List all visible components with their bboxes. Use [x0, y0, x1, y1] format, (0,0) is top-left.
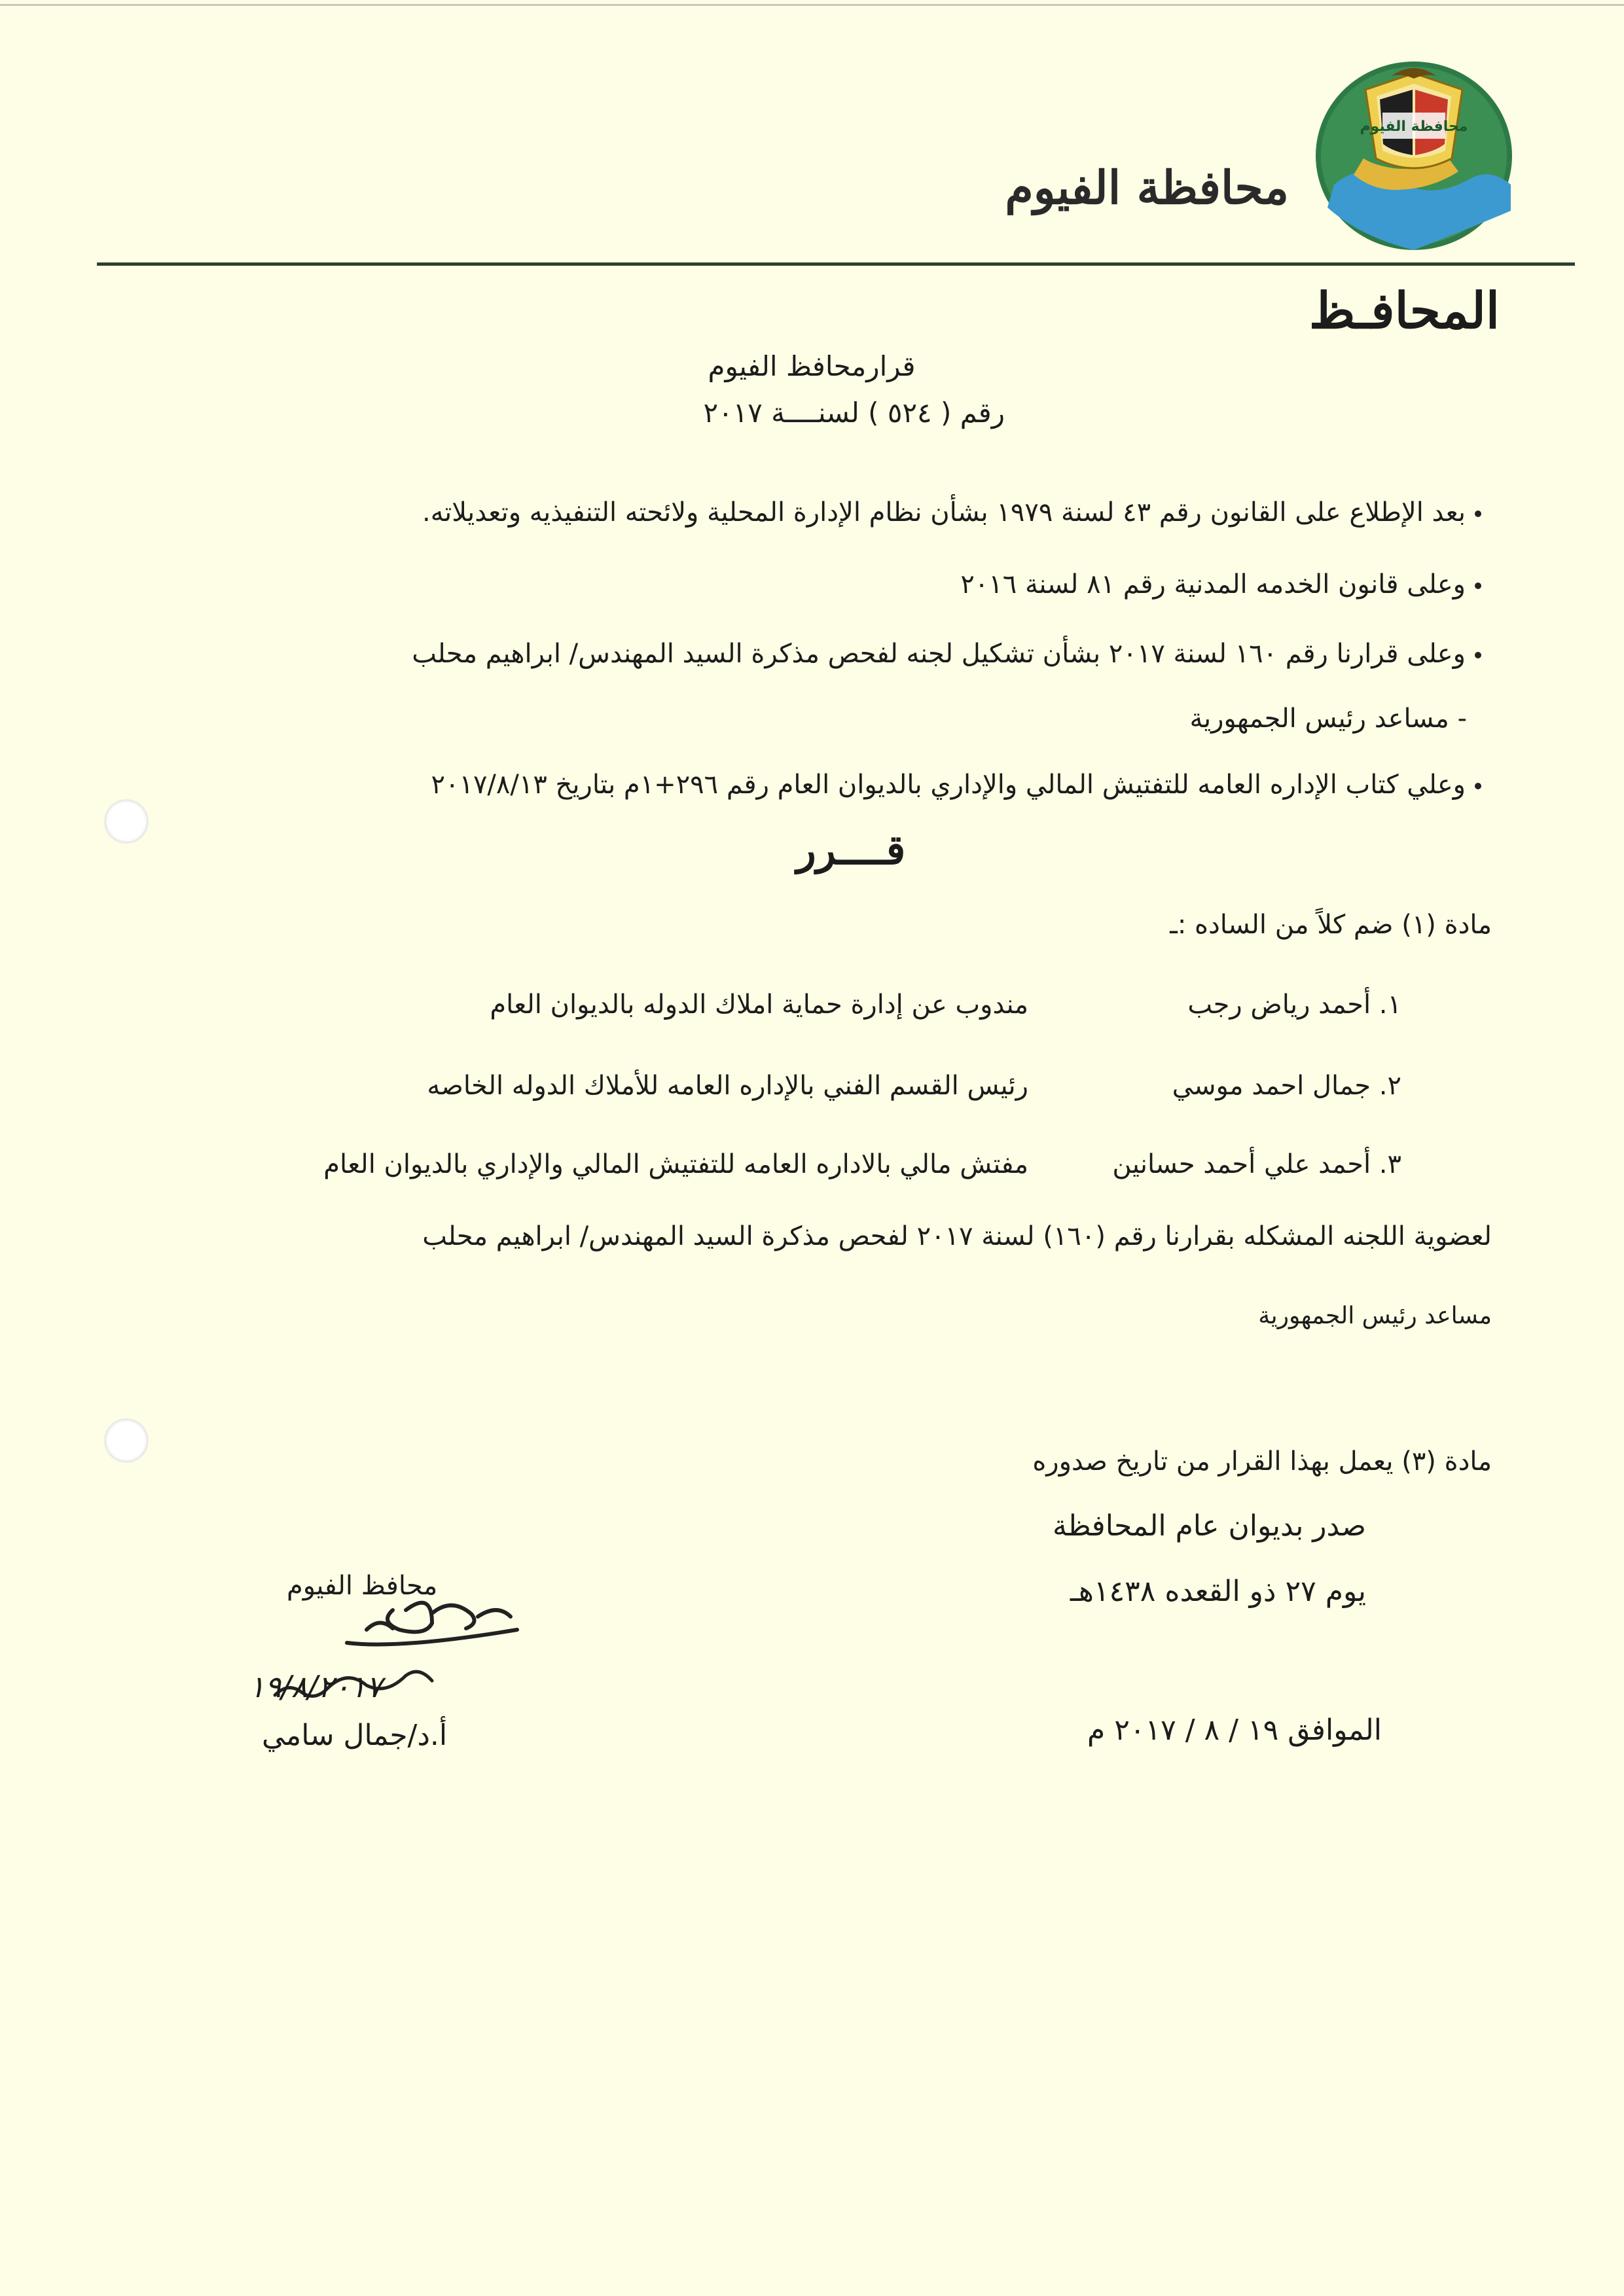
preamble-item [960, 569, 1481, 600]
preamble-item [412, 639, 1481, 669]
governorate-name: محافظة الفيوم [1005, 160, 1289, 215]
decree-number-line: رقم ( ٥٢٤ ) لسنــــة ٢٠١٧ [703, 397, 1005, 429]
article-3-heading: مادة (٣) يعمل بهذا القرار من تاريخ صدوره [1032, 1446, 1492, 1477]
member-name: ٢. جمال احمد موسي [1172, 1071, 1401, 1101]
handwritten-signature [236, 1551, 576, 1748]
issued-at: صدر بديوان عام المحافظة [1052, 1509, 1366, 1543]
preamble-text: وعلى قانون الخدمه المدنية رقم ٨١ لسنة ٢٠١٦ [960, 569, 1466, 600]
member-role: رئيس القسم الفني بالإداره العامه للأملاك الدوله الخاصه [427, 1071, 1028, 1101]
preamble-text: وعلى قرارنا رقم ١٦٠ لسنة ٢٠١٧ بشأن تشكيل لجنه لفحص مذكرة السيد المهندس/ ابراهيم محلب [412, 639, 1466, 669]
article-1-heading: مادة (١) ضم كلاً من الساده :ـ [1170, 910, 1492, 940]
emblem-text: محافظة الفيوم [1360, 118, 1468, 135]
preamble-text: بعد الإطلاع على القانون رقم ٤٣ لسنة ١٩٧٩ بشأن نظام الإدارة المحلية ولائحته التنفيذيه وتعديلاته. [422, 497, 1466, 528]
member-role: مفتش مالي بالاداره العامه للتفتيش المالي والإداري بالديوان العام [323, 1149, 1028, 1179]
member-name: ١. أحمد رياض رجب [1187, 990, 1401, 1020]
gregorian-date: الموافق ١٩ / ٨ / ٢٠١٧ م [1087, 1713, 1382, 1747]
bullet-icon [1475, 583, 1481, 589]
signatory-name: أ.د/جمال سامي [262, 1719, 448, 1752]
bullet-icon [1475, 783, 1481, 789]
office-title: المحافـظ [1308, 281, 1500, 340]
decided-heading: قــــرر [796, 826, 906, 874]
scan-top-edge [0, 4, 1624, 6]
handwritten-date: ١٩/٨/٢٠١٧ [249, 1669, 382, 1704]
preamble-item [422, 497, 1481, 528]
signatory-title: محافظ الفيوم [287, 1571, 438, 1601]
bullet-icon [1475, 511, 1481, 517]
hijri-date: يوم ٢٧ ذو القعده ١٤٣٨هـ [1070, 1575, 1366, 1608]
punch-hole [105, 1419, 148, 1462]
member-role: مندوب عن إدارة حماية املاك الدوله بالديوان العام [490, 990, 1028, 1020]
preamble-text: وعلي كتاب الإداره العامه للتفتيش المالي والإداري بالديوان العام رقم ٢٩٦+١م بتاريخ ٢٠١٧/٨/١٣ [431, 770, 1466, 800]
bullet-icon [1475, 652, 1481, 658]
member-name: ٣. أحمد علي أحمد حسانين [1112, 1149, 1401, 1179]
header-divider [97, 262, 1575, 266]
decree-title: قرارمحافظ الفيوم [708, 350, 916, 382]
punch-hole [105, 800, 148, 843]
fayoum-emblem-logo [1314, 60, 1513, 251]
preamble-item [431, 770, 1481, 800]
preamble-continuation: - مساعد رئيس الجمهورية [1189, 704, 1467, 734]
membership-line: لعضوية اللجنه المشكله بقرارنا رقم (١٦٠) لسنة ٢٠١٧ لفحص مذكرة السيد المهندس/ ابراهيم محلب [422, 1221, 1492, 1251]
membership-line: مساعد رئيس الجمهورية [1258, 1302, 1492, 1329]
